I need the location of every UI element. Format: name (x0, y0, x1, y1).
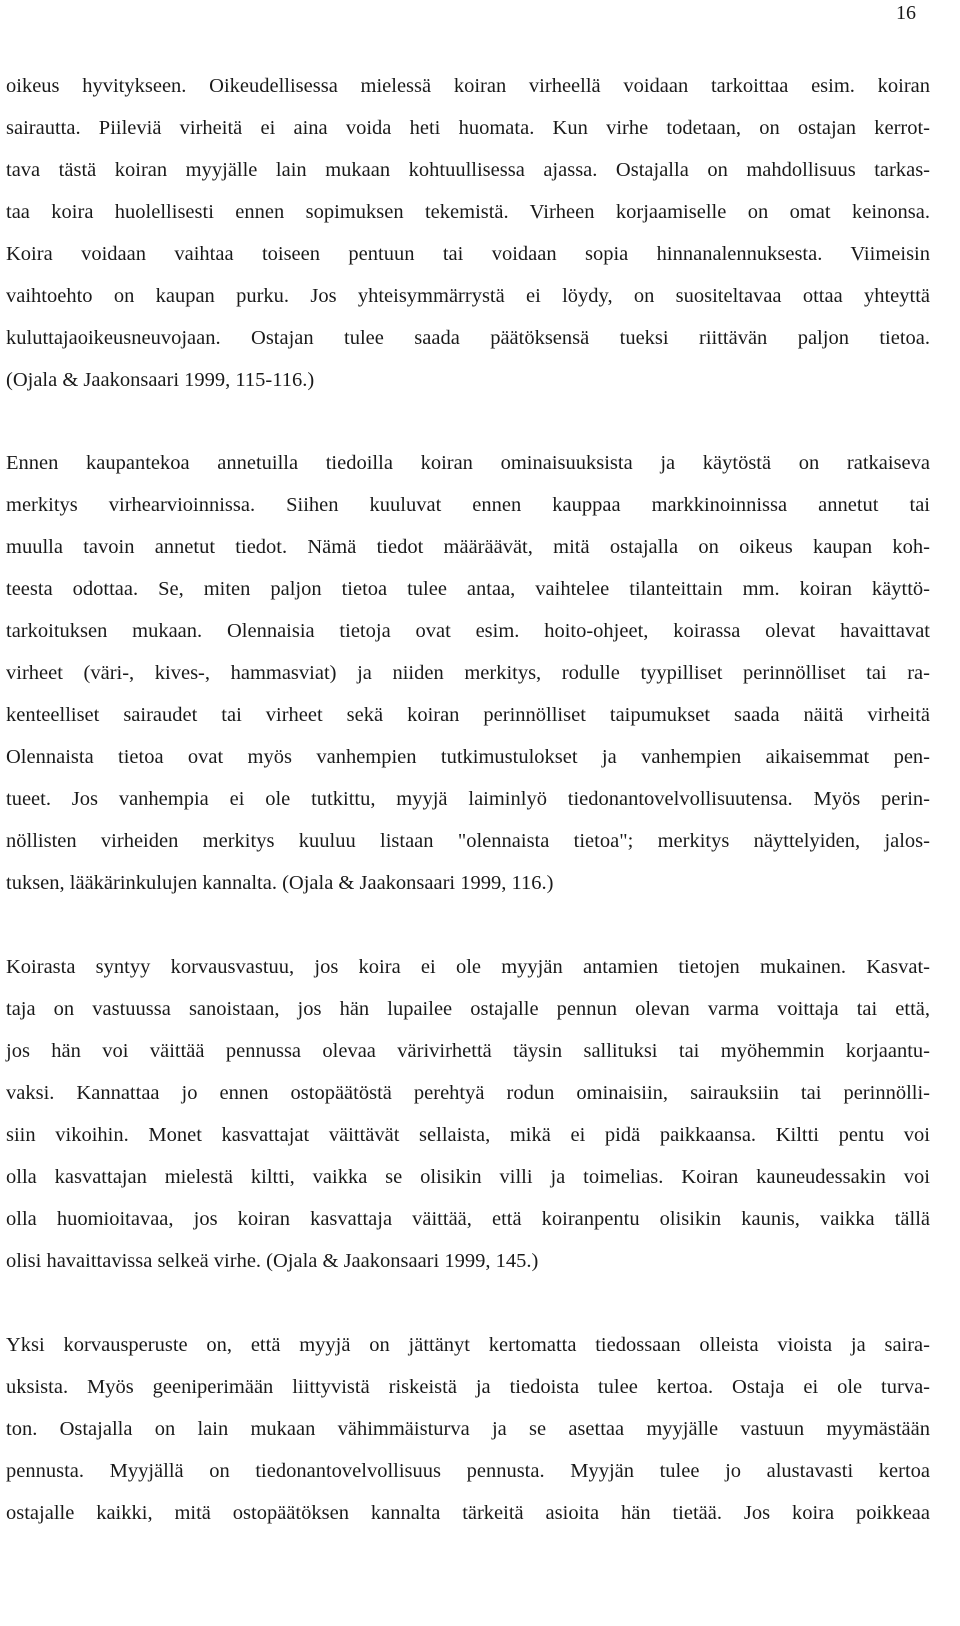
text-line: (Ojala & Jaakonsaari 1999, 115-116.) (6, 369, 315, 391)
text-line: teesta odottaa. Se, miten paljon tietoa tulee antaa, vaihtelee tilanteittain mm. koiran käyttö- (6, 578, 930, 600)
page-number: 16 (896, 2, 916, 24)
text-line: olisi havaittavissa selkeä virhe. (Ojala & Jaakonsaari 1999, 145.) (6, 1250, 539, 1272)
text-line: nöllisten virheiden merkitys kuuluu listaan "olennaista tietoa"; merkitys näyttelyiden, jalos- (6, 830, 930, 852)
text-line: taa koira huolellisesti ennen sopimuksen tekemistä. Virheen korjaamiselle on omat keinonsa. (6, 201, 930, 223)
text-line: tarkoituksen mukaan. Olennaisia tietoja ovat esim. hoito-ohjeet, koirassa olevat havaittavat (6, 620, 930, 642)
text-line: Olennaista tietoa ovat myös vanhempien tutkimustulokset ja vanhempien aikaisemmat pen- (6, 746, 930, 768)
text-line: pennusta. Myyjällä on tiedonantovelvollisuus pennusta. Myyjän tulee jo alustavasti kertoa (6, 1460, 930, 1482)
text-line: tuksen, lääkärinkulujen kannalta. (Ojala & Jaakonsaari 1999, 116.) (6, 872, 554, 894)
text-line: Yksi korvausperuste on, että myyjä on jättänyt kertomatta tiedossaan olleista vioista ja saira- (6, 1334, 930, 1356)
text-line: jos hän voi väittää pennussa olevaa värivirhettä täysin sallituksi tai myöhemmin korjaantu- (6, 1040, 930, 1062)
text-line: virheet (väri-, kives-, hammasviat) ja niiden merkitys, rodulle tyypilliset perinnölliset tai ra- (6, 662, 930, 684)
text-line: sairautta. Piileviä virheitä ei aina voida heti huomata. Kun virhe todetaan, on ostajan kerrot- (6, 117, 930, 139)
text-line: Ennen kaupantekoa annetuilla tiedoilla koiran ominaisuuksista ja käytöstä on ratkaiseva (6, 452, 930, 474)
text-line: Koira voidaan vaihtaa toiseen pentuun tai voidaan sopia hinnanalennuksesta. Viimeisin (6, 243, 930, 265)
text-line: kuluttajaoikeusneuvojaan. Ostajan tulee saada päätöksensä tueksi riittävän paljon tietoa. (6, 327, 930, 349)
text-line: olla huomioitavaa, jos koiran kasvattaja väittää, että koiranpentu olisikin kaunis, vaikka tällä (6, 1208, 930, 1230)
text-line: tava tästä koiran myyjälle lain mukaan kohtuullisessa ajassa. Ostajalla on mahdollisuus tarkas- (6, 159, 930, 181)
text-line: ton. Ostajalla on lain mukaan vähimmäisturva ja se asettaa myyjälle vastuun myymästään (6, 1418, 930, 1440)
text-line: olla kasvattajan mielestä kiltti, vaikka se olisikin villi ja toimelias. Koiran kauneudessakin voi (6, 1166, 930, 1188)
text-line: oikeus hyvitykseen. Oikeudellisessa mielessä koiran virheellä voidaan tarkoittaa esim. koiran (6, 75, 930, 97)
text-line: vaihtoehto on kaupan purku. Jos yhteisymmärrystä ei löydy, on suositeltavaa ottaa yhteyttä (6, 285, 930, 307)
text-line: kenteelliset sairaudet tai virheet sekä koiran perinnölliset taipumukset saada näitä virheitä (6, 704, 930, 726)
text-line: tueet. Jos vanhempia ei ole tutkittu, myyjä laiminlyö tiedonantovelvollisuutensa. Myös perin- (6, 788, 930, 810)
text-line: vaksi. Kannattaa jo ennen ostopäätöstä perehtyä rodun ominaisiin, sairauksiin tai perinnölli- (6, 1082, 930, 1104)
text-line: ostajalle kaikki, mitä ostopäätöksen kannalta tärkeitä asioita hän tietää. Jos koira poikkeaa (6, 1502, 930, 1524)
text-line: Koirasta syntyy korvausvastuu, jos koira ei ole myyjän antamien tietojen mukainen. Kasvat- (6, 956, 930, 978)
text-line: taja on vastuussa sanoistaan, jos hän lupailee ostajalle pennun olevan varma voittaja tai että, (6, 998, 930, 1020)
text-line: uksista. Myös geeniperimään liittyvistä riskeistä ja tiedoista tulee kertoa. Ostaja ei ole turva- (6, 1376, 930, 1398)
text-line: siin vikoihin. Monet kasvattajat väittävät sellaista, mikä ei pidä paikkaansa. Kiltti pentu voi (6, 1124, 930, 1146)
text-line: muulla tavoin annetut tiedot. Nämä tiedot määräävät, mitä ostajalla on oikeus kaupan koh- (6, 536, 930, 558)
text-line: merkitys virhearvioinnissa. Siihen kuuluvat ennen kauppaa markkinoinnissa annetut tai (6, 494, 930, 516)
